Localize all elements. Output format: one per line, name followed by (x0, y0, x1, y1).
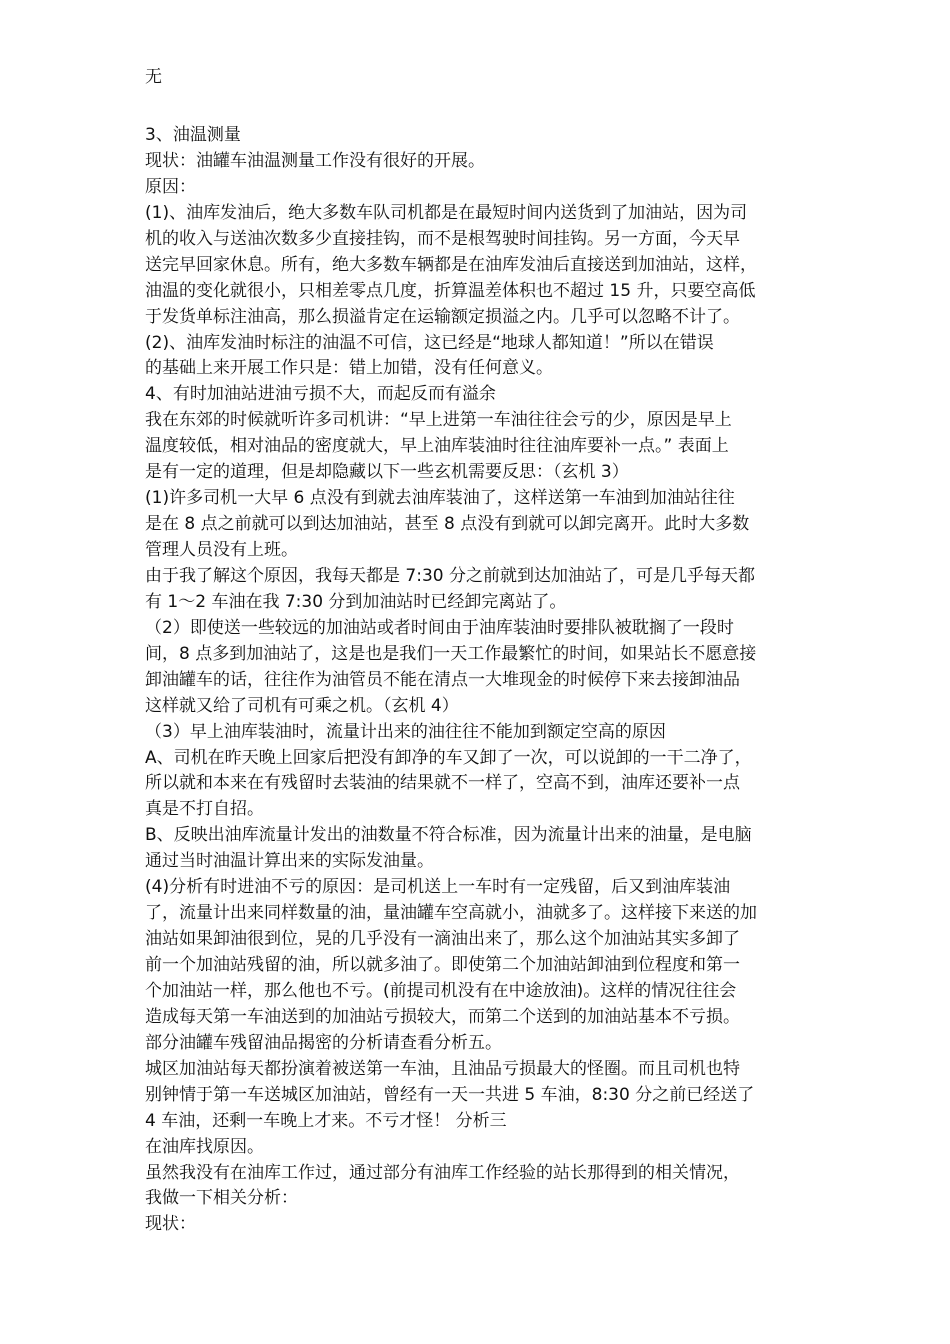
paragraph-line: 前一个加油站残留的油，所以就多油了。即使第二个加油站卸油到位程度和第一 (145, 955, 740, 975)
paragraph-line: 的基础上来开展工作只是：错上加错，没有任何意义。 (145, 358, 553, 379)
heading-no-loss: 4、有时加油站进油亏损不大，而起反而有溢余 (145, 384, 496, 405)
paragraph-line: 个加油站一样，那么他也不亏。(前提司机没有在中途放油)。这样的情况往往会 (145, 980, 737, 1001)
paragraph-line: 所以就和本来在有残留时去装油的结果就不一样了，空高不到，油库还要补一点 (145, 773, 740, 794)
page-header (145, 64, 810, 90)
document-body (145, 123, 810, 1238)
paragraph-line: 温度较低，相对油品的密度就大，早上油库装油时往往油库要补一点。” 表面上 (145, 436, 729, 457)
paragraph-line: 有 1～2 车油在我 7:30 分到加油站时已经卸完离站了。 (145, 591, 567, 612)
paragraph-line: 部分油罐车残留油品揭密的分析请查看分析五。 (145, 1032, 502, 1053)
paragraph-line: （2）即使送一些较远的加油站或者时间由于油库装油时要排队被耽搁了一段时 (145, 617, 734, 638)
paragraph-line: 虽然我没有在油库工作过，通过部分有油库工作经验的站长那得到的相关情况， (145, 1162, 740, 1183)
status-line: 现状：油罐车油温测量工作没有很好的开展。 (145, 150, 485, 171)
reason-label: 原因： (145, 176, 196, 197)
paragraph-line: 通过当时油温计算出来的实际发油量。 (145, 851, 434, 872)
paragraph-line: 城区加油站每天都扮演着被送第一车油，且油品亏损最大的怪圈。而且司机也特 (145, 1058, 740, 1079)
paragraph-line: (1)、油库发油后，绝大多数车队司机都是在最短时间内送货到了加油站，因为司 (145, 202, 748, 223)
paragraph-line: (2)、油库发油时标注的油温不可信，这已经是“地球人都知道！”所以在错误 (145, 332, 714, 353)
paragraph-line: 油站如果卸油很到位，晃的几乎没有一滴油出来了，那么这个加油站其实多卸了 (145, 929, 740, 950)
paragraph-line: 了，流量计出来同样数量的油，量油罐车空高就小，油就多了。这样接下来送的加 (145, 903, 757, 924)
paragraph-line: 真是不打自招。 (145, 799, 264, 820)
status-label: 现状： (145, 1214, 196, 1235)
paragraph-line: (1)许多司机一大早 6 点没有到就去油库装油了，这样送第一车油到加油站往往 (145, 488, 735, 509)
paragraph-line: 间，8 点多到加油站了，这是也是我们一天工作最繁忙的时间，如果站长不愿意接 (145, 643, 757, 664)
paragraph-line: (4)分析有时进油不亏的原因：是司机送上一车时有一定残留，后又到油库装油 (145, 877, 731, 898)
paragraph-line: 是有一定的道理，但是却隐藏以下一些玄机需要反思：（玄机 3） (145, 462, 629, 483)
paragraph-line: 油温的变化就很小，只相差零点几度，折算温差体积也不超过 15 升，只要空高低 (145, 280, 756, 301)
paragraph-line: 送完早回家休息。所有，绝大多数车辆都是在油库发油后直接送到加油站，这样， (145, 254, 757, 275)
paragraph-line: 是在 8 点之前就可以到达加油站，甚至 8 点没有到就可以卸完离开。此时大多数 (145, 514, 750, 535)
paragraph-line: 管理人员没有上班。 (145, 540, 298, 560)
paragraph-line: 于发货单标注油高，那么损溢肯定在运输额定损溢之内。几乎可以忽略不计了。 (145, 306, 740, 327)
paragraph-line: 在油库找原因。 (145, 1136, 264, 1157)
paragraph-line: （3）早上油库装油时，流量计出来的油往往不能加到额定空高的原因 (145, 721, 666, 742)
paragraph-line: 这样就又给了司机有可乘之机。（玄机 4） (145, 695, 459, 716)
paragraph-line: 4 车油，还剩一车晚上才来。不亏才怪！ 分析三 (145, 1110, 507, 1131)
paragraph-line: 造成每天第一车油送到的加油站亏损较大，而第二个送到的加油站基本不亏损。 (145, 1006, 740, 1027)
paragraph-line: 由于我了解这个原因，我每天都是 7:30 分之前就到达加油站了，可是几乎每天都 (145, 565, 755, 586)
paragraph-line: 机的收入与送油次数多少直接挂钩，而不是根驾驶时间挂钩。另一方面，今天早 (145, 228, 740, 249)
paragraph-line: B、反映出油库流量计发出的油数量不符合标准，因为流量计出来的油量，是电脑 (145, 825, 752, 846)
heading-oil-temperature: 3、油温测量 (145, 125, 241, 145)
paragraph-line: 我在东郊的时候就听许多司机讲：“早上进第一车油往往会亏的少，原因是早上 (145, 410, 732, 431)
paragraph-line: 我做一下相关分析： (145, 1188, 298, 1209)
paragraph-line: 卸油罐车的话，往往作为油管员不能在清点一大堆现金的时候停下来去接卸油品 (145, 669, 740, 690)
header-text: 无 (145, 67, 162, 87)
paragraph-line: A、司机在昨天晚上回家后把没有卸净的车又卸了一次，可以说卸的一干二净了， (145, 747, 752, 768)
paragraph-line: 别钟情于第一车送城区加油站，曾经有一天一共进 5 车油，8:30 分之前已经送了 (145, 1084, 755, 1105)
